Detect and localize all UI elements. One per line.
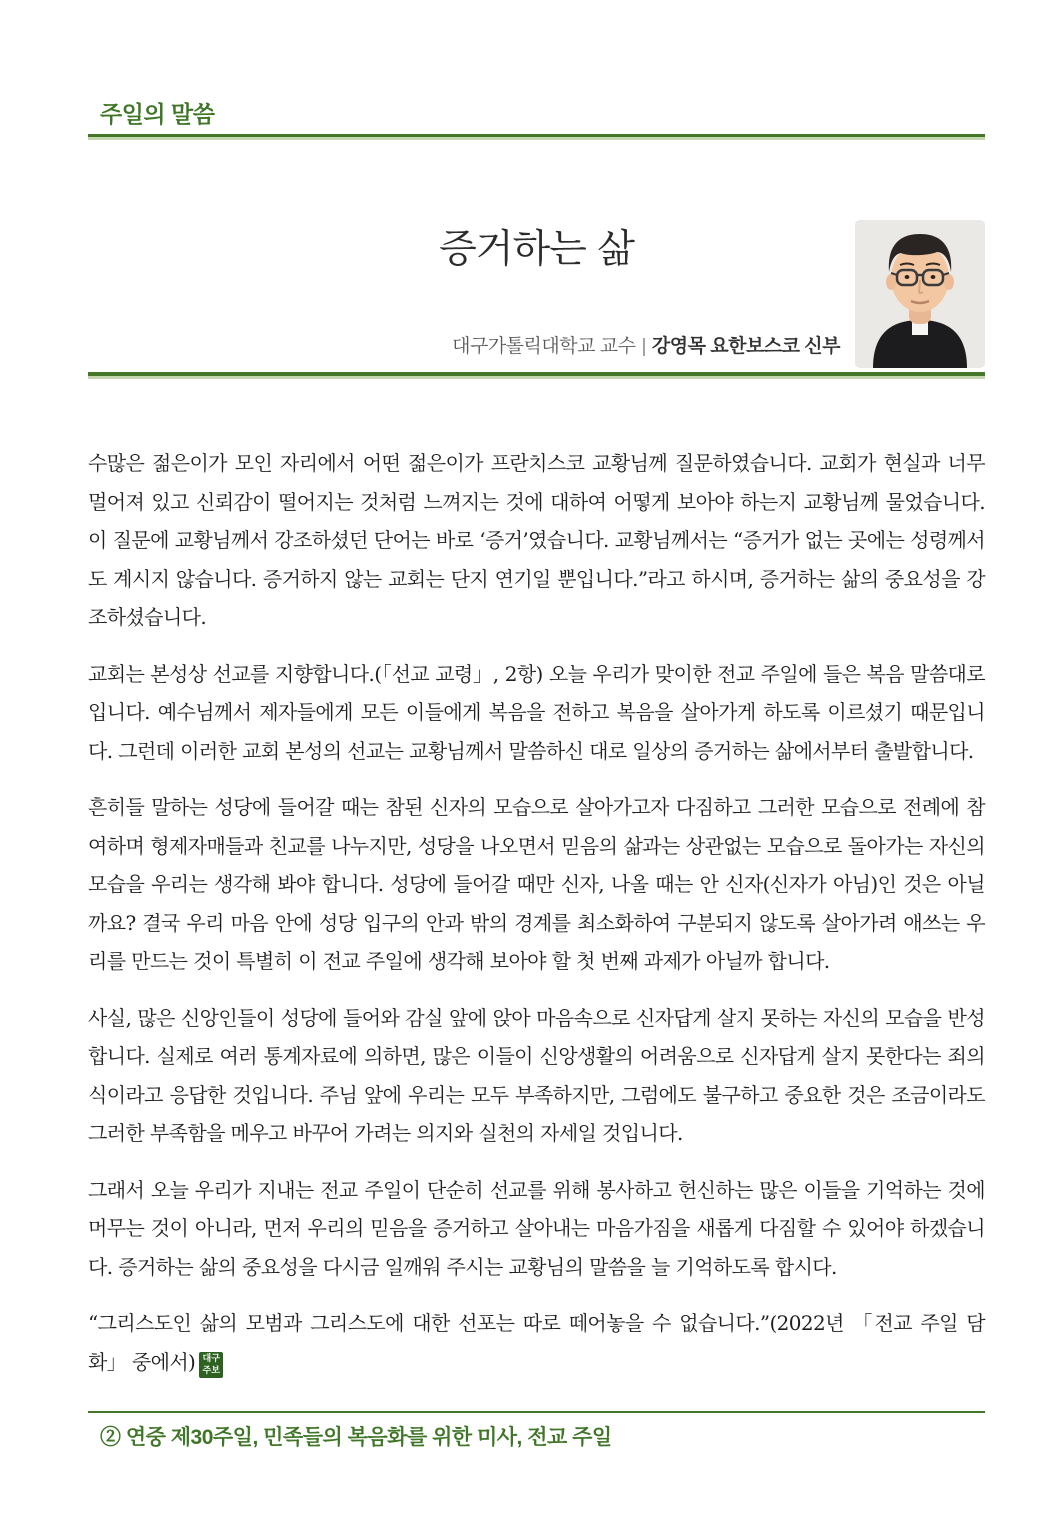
footer-rule [88,1411,985,1413]
footer-mass-title: ② 연중 제30주일, 민족들의 복음화를 위한 미사, 전교 주일 [100,1426,612,1449]
byline-affiliation: 대구가톨릭대학교 교수 [452,336,636,357]
closing-quote: “그리스도인 삶의 모범과 그리스도에 대한 선포는 따로 떼어놓을 수 없습니다.”(2022년 「전교 주일 담화」 중에서) [88,1311,985,1374]
byline-author: 강영목 요한보스코 신부 [651,336,840,357]
stamp-line-1: 대구 [202,1352,220,1363]
stamp-line-2: 주보 [202,1364,220,1375]
priest-portrait-illustration [855,220,985,368]
body-paragraph-3: 흔히들 말하는 성당에 들어갈 때는 참된 신자의 모습으로 살아가고자 다짐하고 그러한 모습으로 전례에 참여하며 형제자매들과 친교를 나누지만, 성당을 나오면서 믿음의 삶과는 상관없는 모습으로 돌아가는 자신의 모습을 우리는 생각해 봐야 합니다. 성당에 들어갈 때만 신자, 나올 때는 안 신자(신자가 아님)인 것은 아닐까요? 결국 우리 마음 안에 성당 입구의 안과 밖의 경계를 최소화하여 구분되지 않도록 살아가려 애쓰는 우리를 만드는 것이 특별히 이 전교 주일에 생각해 보아야 할 첫 번째 과제가 아닐까 합니다. [88,795,985,973]
byline-separator: | [641,336,646,357]
article-body [88,444,985,1381]
body-paragraph-6 [88,1304,985,1381]
article-title: 증거하는 삶 [439,227,634,272]
section-label: 주일의 말씀 [100,101,215,127]
bulletin-stamp-icon [199,1352,223,1378]
body-paragraph-2: 교회는 본성상 선교를 지향합니다.(「선교 교령」, 2항) 오늘 우리가 맞이한 전교 주일에 들은 복음 말씀대로 입니다. 예수님께서 제자들에게 모든 이들에게 복음을 전하고 복음을 살아가게 하도록 이르셨기 때문입니다. 그런데 이러한 교회 본성의 선교는 교황님께서 말씀하신 대로 일상의 증거하는 삶에서부터 출발합니다. [88,661,985,763]
author-photo [855,220,985,368]
byline [452,331,840,358]
title-rule [88,372,985,379]
body-paragraph-1: 수많은 젊은이가 모인 자리에서 어떤 젊은이가 프란치스코 교황님께 질문하였습니다. 교회가 현실과 너무 멀어져 있고 신뢰감이 떨어지는 것처럼 느껴지는 것에 대하여 어떻게 보아야 하는지 교황님께 물었습니다. 이 질문에 교황님께서 강조하셨던 단어는 바로 ‘증거’였습니다. 교황님께서는 “증거가 없는 곳에는 성령께서도 계시지 않습니다. 증거하지 않는 교회는 단지 연기일 뿐입니다.”라고 하시며, 증거하는 삶의 중요성을 강조하셨습니다. [88,451,985,629]
body-paragraph-4: 사실, 많은 신앙인들이 성당에 들어와 감실 앞에 앉아 마음속으로 신자답게 살지 못하는 자신의 모습을 반성합니다. 실제로 여러 통계자료에 의하면, 많은 이들이 신앙생활의 어려움으로 신자답게 살지 못한다는 죄의식이라고 응답한 것입니다. 주님 앞에 우리는 모두 부족하지만, 그럼에도 불구하고 중요한 것은 조금이라도 그러한 부족함을 메우고 바꾸어 가려는 의지와 실천의 자세일 것입니다. [88,1005,985,1145]
body-paragraph-5: 그래서 오늘 우리가 지내는 전교 주일이 단순히 선교를 위해 봉사하고 헌신하는 많은 이들을 기억하는 것에 머무는 것이 아니라, 먼저 우리의 믿음을 증거하고 살아내는 마음가짐을 새롭게 다짐할 수 있어야 하겠습니다. 증거하는 삶의 중요성을 다시금 일깨워 주시는 교황님의 말씀을 늘 기억하도록 합시다. [88,1177,985,1279]
header-rule [88,134,985,140]
